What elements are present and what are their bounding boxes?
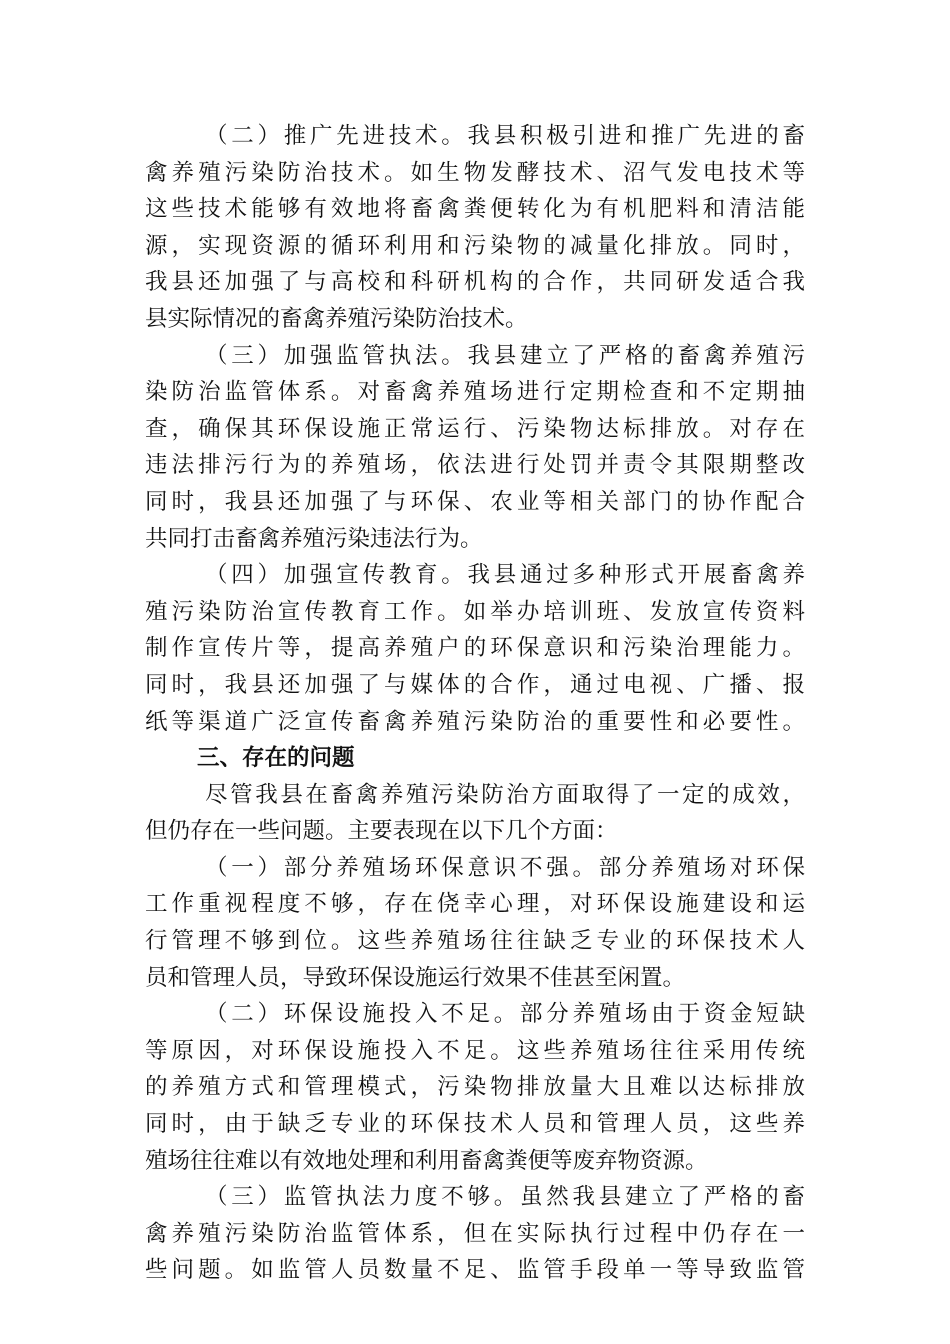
text-line: 殖污染防治宣传教育工作。如举办培训班、发放宣传资料	[145, 598, 805, 625]
text-line: （四）加强宣传教育。我县通过多种形式开展畜禽养	[205, 562, 805, 589]
text-line: 尽管我县在畜禽养殖污染防治方面取得了一定的成效，	[205, 781, 805, 808]
text-line: 殖场往往难以有效地处理和利用畜禽粪便等废弃物资源。	[145, 1147, 708, 1174]
text-line: 些问题。如监管人员数量不足、监管手段单一等导致监管	[145, 1257, 805, 1284]
text-line: （三）加强监管执法。我县建立了严格的畜禽养殖污	[205, 342, 805, 369]
text-line: 违法排污行为的养殖场，依法进行处罚并责令其限期整改	[145, 452, 805, 479]
text-line: 我县还加强了与高校和科研机构的合作，共同研发适合我	[145, 269, 805, 296]
text-line: （一）部分养殖场环保意识不强。部分养殖场对环保	[205, 854, 805, 881]
text-line: 行管理不够到位。这些养殖场往往缺乏专业的环保技术人	[145, 928, 805, 955]
text-line: 县实际情况的畜禽养殖污染防治技术。	[145, 305, 528, 332]
text-line: 禽养殖污染防治监管体系，但在实际执行过程中仍存在一	[145, 1220, 805, 1247]
text-line: 但仍存在一些问题。主要表现在以下几个方面：	[145, 818, 618, 845]
text-line: 同时，我县还加强了与环保、农业等相关部门的协作配合	[145, 488, 805, 515]
text-line: （二）环保设施投入不足。部分养殖场由于资金短缺	[205, 1001, 805, 1028]
text-line: 查，确保其环保设施正常运行、污染物达标排放。对存在	[145, 415, 805, 442]
text-line: （二）推广先进技术。我县积极引进和推广先进的畜	[205, 123, 805, 149]
text-line: 共同打击畜禽养殖污染违法行为。	[145, 525, 483, 552]
text-line: 同时，我县还加强了与媒体的合作，通过电视、广播、报	[145, 671, 805, 698]
text-line: 禽养殖污染防治技术。如生物发酵技术、沼气发电技术等	[145, 159, 805, 186]
section-heading: 三、存在的问题	[197, 745, 355, 772]
text-line: 纸等渠道广泛宣传畜禽养殖污染防治的重要性和必要性。	[145, 708, 805, 735]
text-line: 源，实现资源的循环利用和污染物的减量化排放。同时，	[145, 232, 805, 259]
text-line: 同时，由于缺乏专业的环保技术人员和管理人员，这些养	[145, 1111, 805, 1138]
text-line: 的养殖方式和管理模式，污染物排放量大且难以达标排放	[145, 1074, 805, 1101]
text-line: 这些技术能够有效地将畜禽粪便转化为有机肥料和清洁能	[145, 196, 805, 223]
text-line: 等原因，对环保设施投入不足。这些养殖场往往采用传统	[145, 1037, 805, 1064]
document-page	[145, 118, 805, 1289]
text-line: 工作重视程度不够，存在侥幸心理，对环保设施建设和运	[145, 891, 805, 918]
text-line: 制作宣传片等，提高养殖户的环保意识和污染治理能力。	[145, 635, 805, 662]
text-line: 员和管理人员，导致环保设施运行效果不佳甚至闲置。	[145, 964, 686, 991]
text-line: （三）监管执法力度不够。虽然我县建立了严格的畜	[205, 1184, 805, 1211]
text-line: 染防治监管体系。对畜禽养殖场进行定期检查和不定期抽	[145, 379, 805, 406]
